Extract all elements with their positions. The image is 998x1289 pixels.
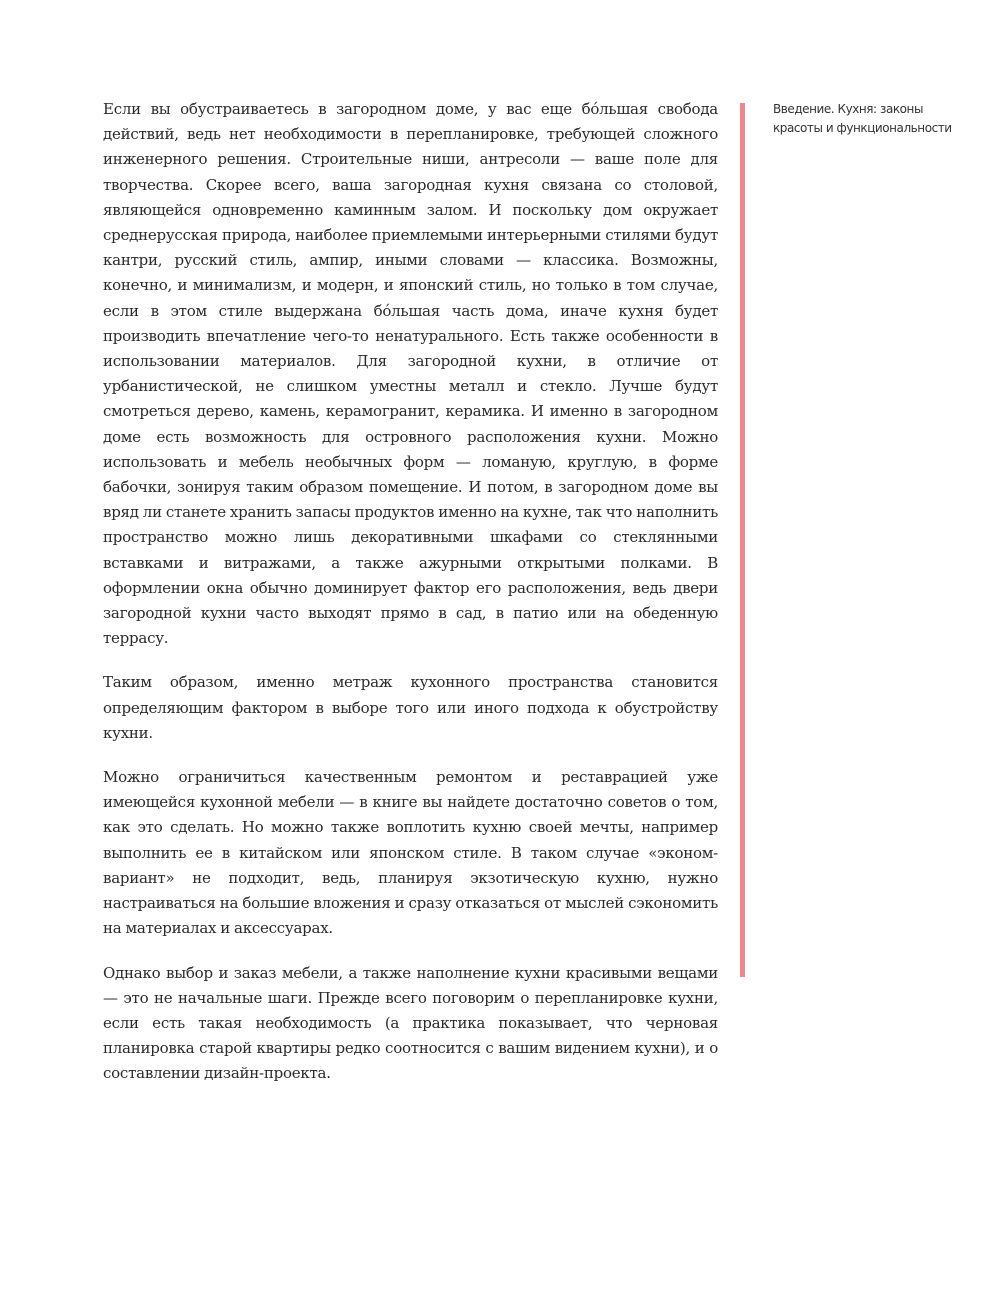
running-header: Введение. Кухня: законы красоты и функциональности xyxy=(773,102,952,135)
paragraph-1: Если вы обустраиваетесь в загородном доме, у вас еще бóльшая свобода действий, ведь нет необходимости в перепланировке, требующей сложного инженерного решения. Строительные ниши, антресоли — ваше поле для творчества. Скорее всего, ваша загородная кухня связана со столовой, являющейся одновременно каминным залом. И поскольку дом окружает среднерусская природа, наиболее приемлемыми интерьерными стилями будут кантри, русский стиль, ампир, иными словами — классика. Возможны, конечно, и минимализм, и модерн, и японский стиль, но только в том случае, если в этом стиле выдержана бóльшая часть дома, иначе кухня будет производить впечатление чего-то ненатурального. Есть также особенности в использовании материалов. Для загородной кухни, в отличие от урбанистической, не слишком уместны металл и стекло. Лучше будут смотреться дерево, камень, керамогранит, керамика. И именно в загородном доме есть возможность для островного расположения кухни. Можно использовать и мебель необычных форм — ломаную, круглую, в форме бабочки, зонируя таким образом помещение. И потом, в загородном доме вы вряд ли станете хранить запасы продуктов именно на кухне, так что наполнить пространство можно лишь декоративными шкафами со стеклянными вставками и витражами, а также ажурными открытыми полками. В оформлении окна обычно доминирует фактор его расположения, ведь двери загородной кухни часто выходят прямо в сад, в патио или на обеденную террасу. xyxy=(103,100,718,648)
paragraph-3: Можно ограничиться качественным ремонтом и реставрацией уже имеющейся кухонной мебели — в книге вы найдете достаточно советов о том, как это сделать. Но можно также воплотить кухню своей мечты, например выполнить ее в китайском или японском стиле. В таком случае «эконом-вариант» не подходит, ведь, планируя экзотическую кухню, нужно настраиваться на большие вложения и сразу отказаться от мыслей сэкономить на материалах и аксессуарах. xyxy=(103,768,718,938)
body-text xyxy=(103,97,718,1106)
margin-accent-rule xyxy=(740,103,745,977)
paragraph-2: Таким образом, именно метраж кухонного пространства становится определяющим фактором в выборе того или иного подхода к обустройству кухни. xyxy=(103,673,718,742)
paragraph-4: Однако выбор и заказ мебели, а также наполнение кухни красивыми вещами — это не начальные шаги. Прежде всего поговорим о перепланировке кухни, если есть такая необходимость (а практика показывает, что черновая планировка старой квартиры редко соотносится с вашим видением кухни), и о составлении дизайн-проекта. xyxy=(103,963,718,1083)
